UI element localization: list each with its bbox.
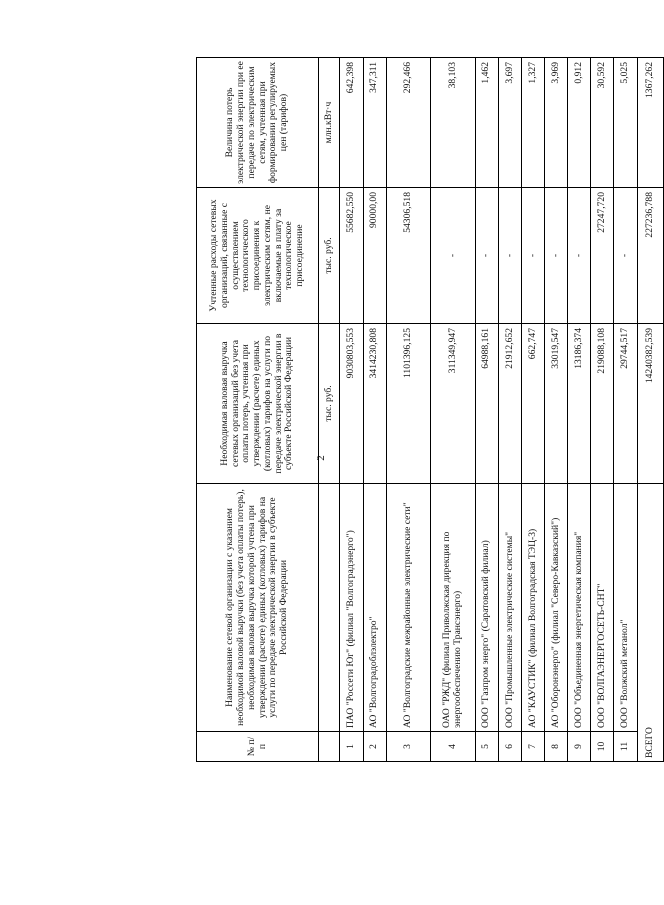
- nvv-value: 9030803,553: [340, 324, 363, 484]
- rotated-table-container: [196, 58, 664, 762]
- table-row: [522, 58, 545, 762]
- table-row: [431, 58, 476, 762]
- header-nvv: Необходимая валовая выручка сетевых организаций без учета оплаты потерь, учтенная при утверждении (расчете) единых (котловых) тарифов на услуги по передаче электрической энергии в субъекте Российской Федерации: [197, 324, 319, 484]
- header-losses: Величина потерь электрической энергии при ее передаче по электрическим сетям, учтенная при формировании регулируемых цен (тарифов): [197, 58, 319, 188]
- tp-costs-value: -: [614, 188, 637, 324]
- org-name: ПАО "Россети Юг" (филиал "Волгоградэнерго"): [340, 484, 363, 732]
- tp-costs-value: -: [431, 188, 476, 324]
- losses-value: 0,912: [568, 58, 591, 188]
- total-tp-costs: 227236,788: [637, 188, 663, 324]
- row-number: 8: [545, 732, 568, 762]
- nvv-value: 21912,652: [498, 324, 521, 484]
- org-name: ООО "Промышленные электрические системы": [498, 484, 521, 732]
- losses-value: 3,969: [545, 58, 568, 188]
- nvv-value: 311349,947: [431, 324, 476, 484]
- row-number: 2: [363, 732, 386, 762]
- losses-value: 347,311: [363, 58, 386, 188]
- tp-costs-value: 55682,550: [340, 188, 363, 324]
- losses-value: 1,462: [475, 58, 498, 188]
- nvv-value: 64988,161: [475, 324, 498, 484]
- table-row: [568, 58, 591, 762]
- org-name: ООО "ВОЛГАЭНЕРГОСЕТЬ-СНТ": [591, 484, 614, 732]
- row-number: 1: [340, 732, 363, 762]
- org-name: АО "КАУСТИК" (филиал Волгоградская ТЭЦ-3): [522, 484, 545, 732]
- table-row: [340, 58, 363, 762]
- nvv-value: 662,747: [522, 324, 545, 484]
- losses-value: 38,103: [431, 58, 476, 188]
- tp-costs-value: 90000,00: [363, 188, 386, 324]
- table-row: [545, 58, 568, 762]
- tp-costs-value: 27247,720: [591, 188, 614, 324]
- row-number: 7: [522, 732, 545, 762]
- header-index: № п/п: [197, 732, 319, 762]
- table-row: [386, 58, 431, 762]
- nvv-value: 3414230,808: [363, 324, 386, 484]
- unit-losses: млн.кВт·ч: [319, 58, 340, 188]
- losses-value: 5,025: [614, 58, 637, 188]
- row-number: 6: [498, 732, 521, 762]
- total-row: [637, 58, 663, 762]
- page-number: 2: [315, 455, 327, 461]
- org-name: АО "Оборонэнерго" (филиал "Северо-Кавказский"): [545, 484, 568, 732]
- table-row: [591, 58, 614, 762]
- header-org-name: Наименование сетевой организации с указанием необходимой валовой выручки (без учета оплаты потерь), необходимая валовая выручка которой учтена при утверждении (расчете) единых (котловых) тарифов на услуги по передаче электрической энергии в субъекте Российской Федерации: [197, 484, 319, 732]
- header-row: [197, 58, 319, 762]
- unit-org-name: [319, 484, 340, 732]
- org-name: ОАО "РЖД" (филиал Приволжская дирекция по энергообеспечению Трансэнерго): [431, 484, 476, 732]
- row-number: 9: [568, 732, 591, 762]
- org-name: АО "Волгоградские межрайонные электрические сети": [386, 484, 431, 732]
- losses-value: 1,327: [522, 58, 545, 188]
- tariff-table: [196, 57, 664, 762]
- tp-costs-value: -: [545, 188, 568, 324]
- row-number: 11: [614, 732, 637, 762]
- row-number: 3: [386, 732, 431, 762]
- org-name: ООО "Газпром энерго" (Саратовский филиал): [475, 484, 498, 732]
- unit-index: [319, 732, 340, 762]
- org-name: ООО "Объединенная энергетическая компания": [568, 484, 591, 732]
- tp-costs-value: 54306,518: [386, 188, 431, 324]
- header-tp-costs: Учтенные расходы сетевых организаций, связанные с осуществлением технологического присоединения к электрическим сетям, не включаемые в плату за технологическое присоединение: [197, 188, 319, 324]
- unit-tp-costs: тыс. руб.: [319, 188, 340, 324]
- table-row: [614, 58, 637, 762]
- nvv-value: 29744,517: [614, 324, 637, 484]
- total-label: ВСЕГО: [637, 484, 663, 762]
- nvv-value: 219088,108: [591, 324, 614, 484]
- total-nvv: 14240382,539: [637, 324, 663, 484]
- nvv-value: 13186,374: [568, 324, 591, 484]
- org-name: ООО "Волжский метанол": [614, 484, 637, 732]
- table-row: [363, 58, 386, 762]
- row-number: 10: [591, 732, 614, 762]
- nvv-value: 33019,547: [545, 324, 568, 484]
- tp-costs-value: -: [568, 188, 591, 324]
- tp-costs-value: -: [475, 188, 498, 324]
- tp-costs-value: -: [522, 188, 545, 324]
- losses-value: 3,697: [498, 58, 521, 188]
- nvv-value: 1101396,125: [386, 324, 431, 484]
- table-row: [498, 58, 521, 762]
- units-row: [319, 58, 340, 762]
- total-losses: 1367,262: [637, 58, 663, 188]
- unit-nvv: тыс. руб.: [319, 324, 340, 484]
- losses-value: 642,398: [340, 58, 363, 188]
- org-name: АО "Волгоградоблэлектро": [363, 484, 386, 732]
- losses-value: 30,592: [591, 58, 614, 188]
- row-number: 4: [431, 732, 476, 762]
- losses-value: 292,466: [386, 58, 431, 188]
- table-row: [475, 58, 498, 762]
- row-number: 5: [475, 732, 498, 762]
- tp-costs-value: -: [498, 188, 521, 324]
